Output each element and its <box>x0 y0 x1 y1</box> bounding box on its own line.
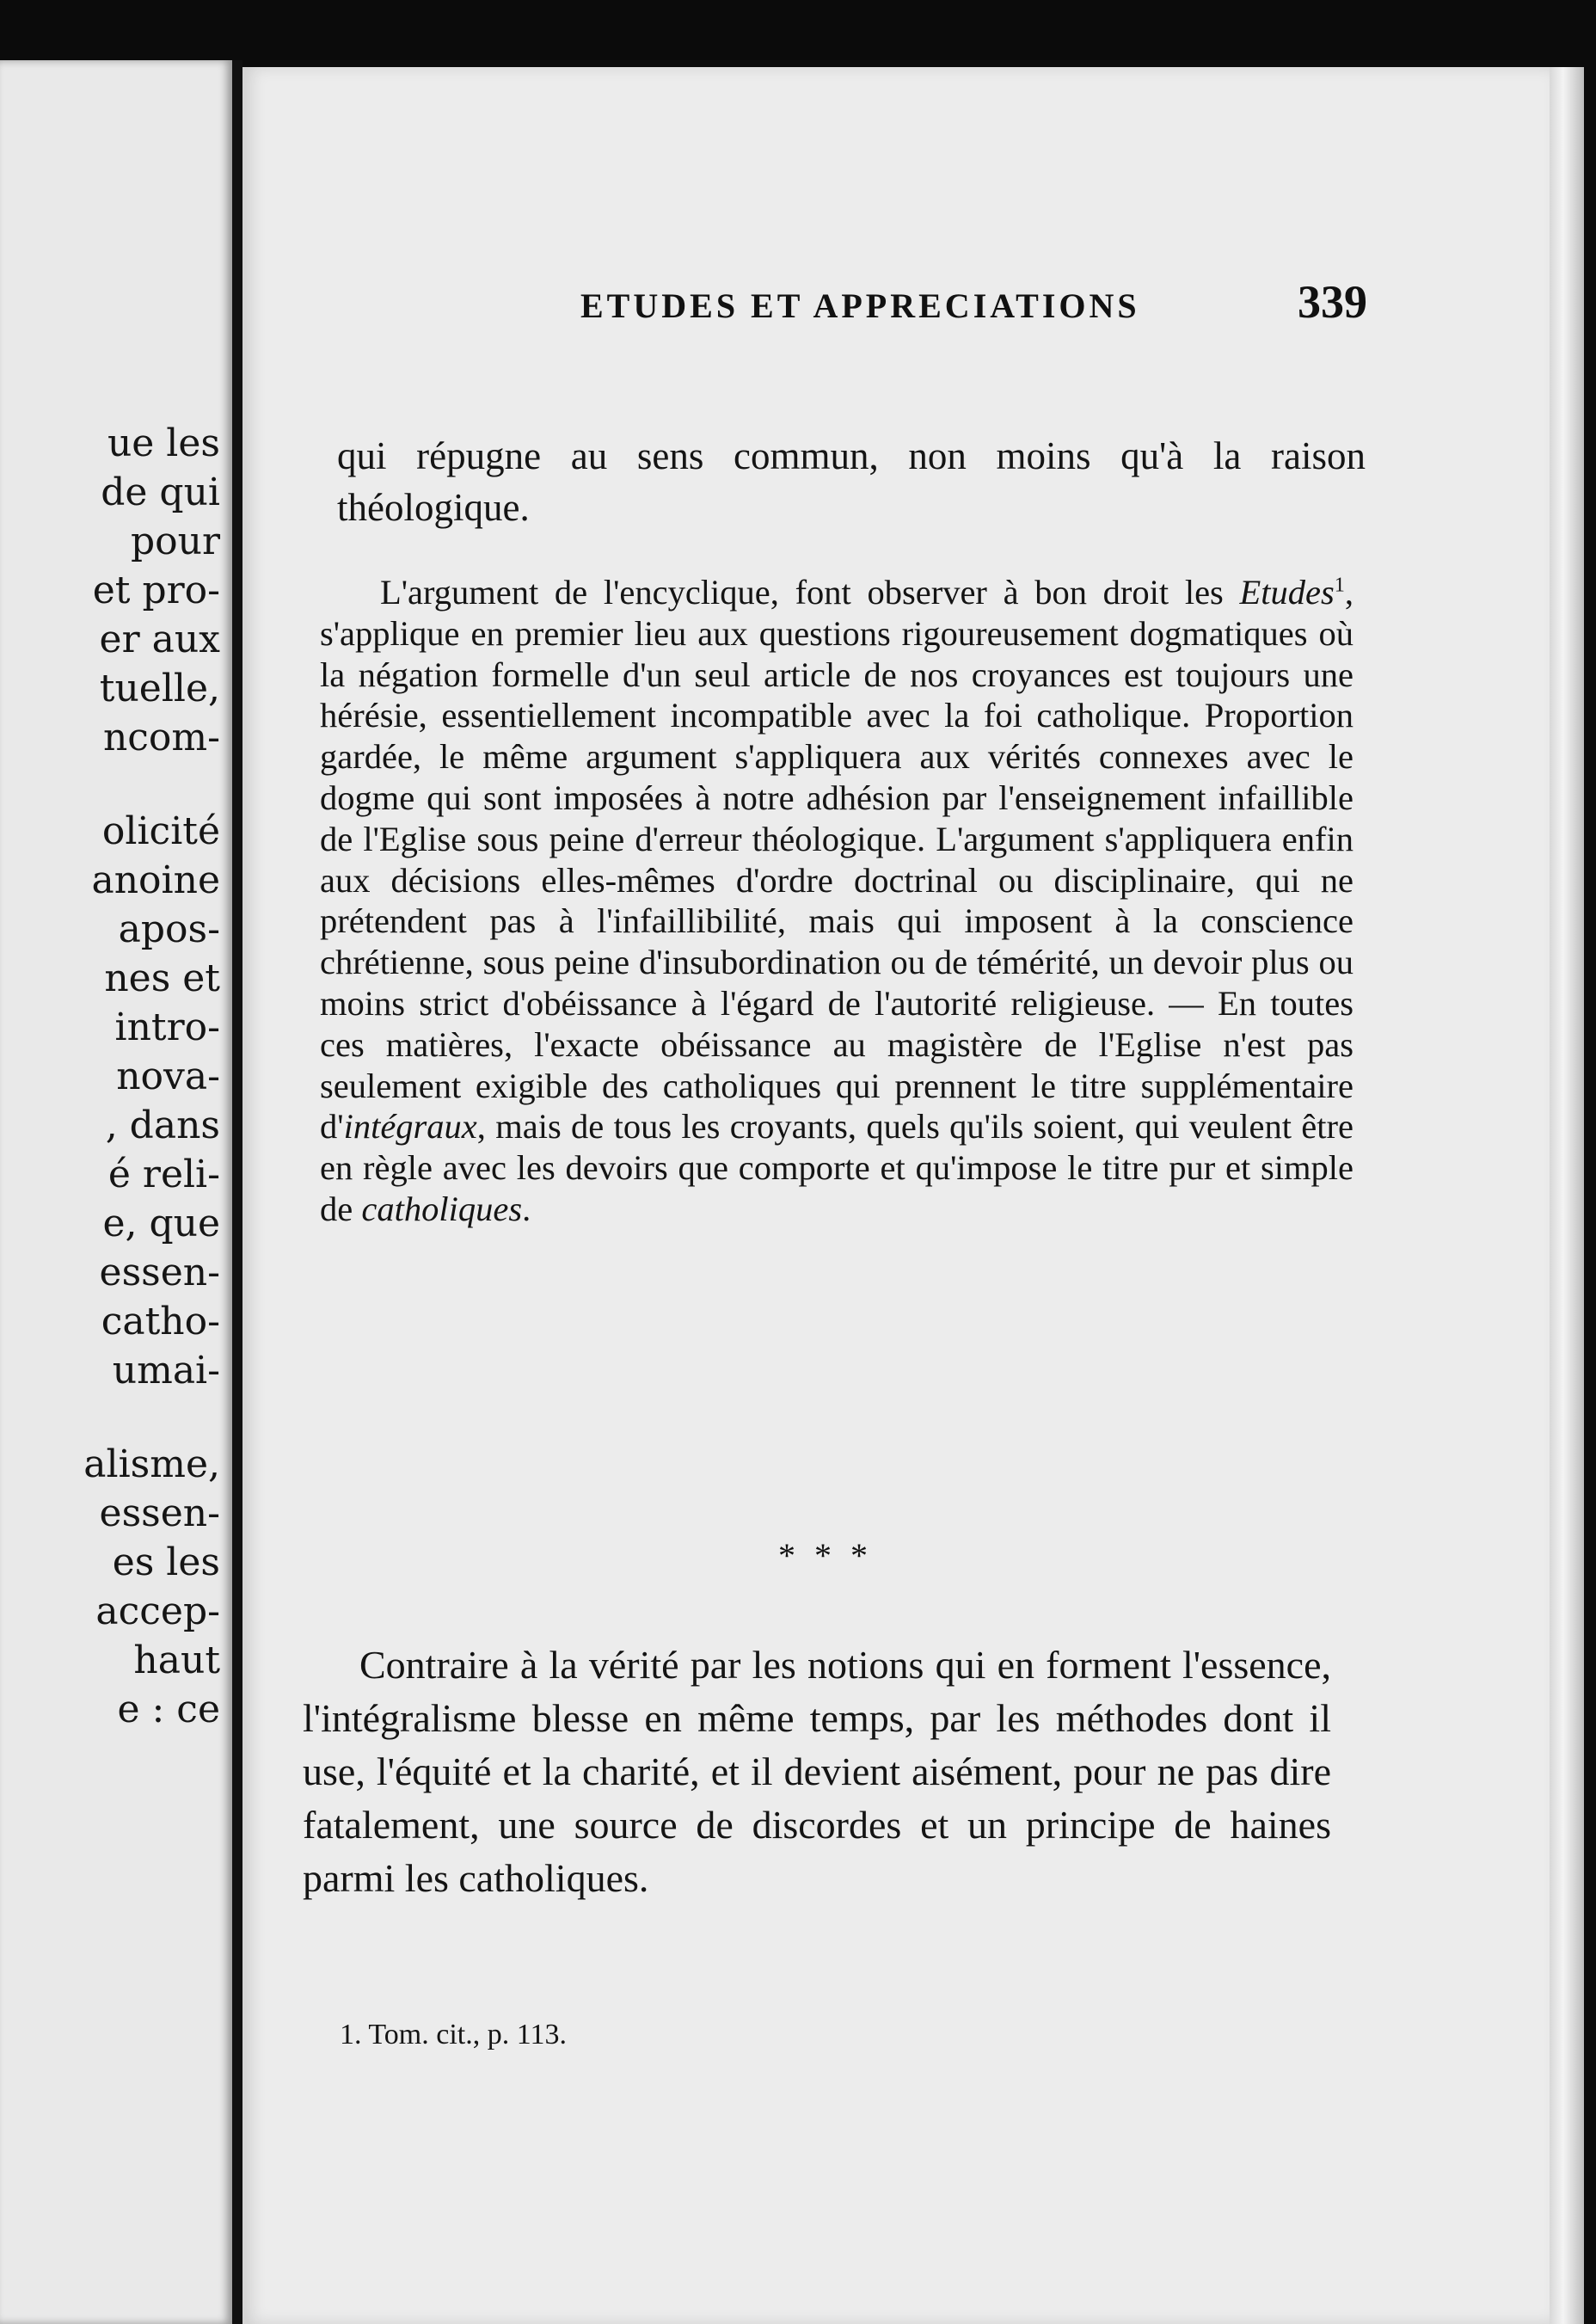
left-page-line: de qui <box>101 470 220 514</box>
paragraph-text <box>320 572 1354 1230</box>
left-page-line: nes et <box>104 956 220 1000</box>
paragraph-text: Contraire à la vérité par les notions qui en forment l'essence, l'intégralisme blesse en même temps, par les méthodes dont il use, l'équité et la charité, et il devient aisément, pour ne pas dire fatalement, une source de discordes et un principe de haines parmi les catholiques. <box>303 1643 1331 1900</box>
left-page-line: apos- <box>118 907 220 951</box>
paragraph-new-section <box>303 1638 1331 1905</box>
left-page-line: er aux <box>99 618 220 661</box>
paragraph-quotation <box>320 572 1354 1230</box>
etudes-italic: Etudes <box>1239 573 1335 612</box>
integraux-italic: intégraux <box>343 1107 477 1147</box>
left-page-line: es les <box>112 1540 220 1584</box>
left-page-line: e : ce <box>117 1688 220 1731</box>
left-page-line: intro- <box>114 1005 220 1049</box>
left-page-line: catho- <box>101 1300 220 1343</box>
left-page-line: nova- <box>116 1054 220 1098</box>
paragraph-continuation <box>337 430 1366 533</box>
footnote-text: 1. Tom. cit., p. 113. <box>340 2019 567 2050</box>
left-page-line: , dans <box>105 1104 220 1147</box>
left-page-line: olicité <box>101 809 220 853</box>
catholiques-italic: catholiques <box>361 1189 523 1228</box>
page-edge <box>1550 67 1584 2324</box>
left-page-line: ncom- <box>102 716 220 759</box>
footnote <box>340 2017 1114 2053</box>
section-separator: * * * <box>778 1536 873 1575</box>
footnote-reference: 1 <box>1334 573 1345 597</box>
paragraph-text: qui répugne au sens commun, non moins qu'à la raison théologique. <box>337 434 1366 529</box>
running-title: ETUDES ET APPRECIATIONS <box>580 286 1140 325</box>
text-run: . <box>522 1189 531 1228</box>
left-page-line: essen- <box>99 1491 220 1535</box>
left-page-line: anoine <box>91 858 220 902</box>
text-run: L'argument de l'encyclique, font observer à bon droit les <box>380 573 1240 612</box>
left-facing-page <box>0 60 232 2324</box>
page-number: 339 <box>1298 276 1367 328</box>
left-page-line: essen- <box>99 1251 220 1294</box>
left-page-line: e, que <box>102 1202 220 1245</box>
left-page-line: ue les <box>107 421 220 465</box>
left-page-line: umai- <box>112 1349 220 1393</box>
left-page-line: alisme, <box>83 1442 220 1486</box>
book-gutter <box>232 60 242 2324</box>
left-page-line: accep- <box>95 1589 220 1633</box>
text-run: , mais de tous les croyants, quels qu'ils soient, qui veulent être en règle avec les devoirs que comporte et qu'impose le titre pur et simple de <box>320 1107 1354 1228</box>
left-page-line: é reli- <box>107 1153 220 1196</box>
left-page-line: pour <box>130 520 220 563</box>
left-page-line: tuelle, <box>99 667 220 710</box>
left-page-line: haut <box>133 1638 220 1682</box>
text-run: , s'applique en premier lieu aux questions rigoureusement dogmatiques où la négation formelle d'un seul article de nos croyances est toujours une hérésie, essentiellement incompatible avec la foi catholique. Proportion gardée, le même argument s'appliquera aux vérités connexes avec le dogme qui sont imposées à notre adhésion par l'enseignement infaillible de l'Eglise sous peine d'erreur théologique. L'argument s'appliquera enfin aux décisions elles-mêmes d'ordre doctrinal ou disciplinaire, qui ne prétendent pas à l'infaillibilité, mais qui imposent à la conscience chrétienne, sous peine d'insubordination ou de témérité, un devoir plus ou moins strict d'obéissance à l'égard de l'autorité religieuse. — En toutes ces matières, l'exacte obéissance au magistère de l'Eglise n'est pas seulement exigible des catholiques qui prennent le titre supplémentaire d' <box>320 573 1354 1147</box>
left-page-line: et pro- <box>92 569 220 612</box>
running-head <box>335 275 1367 329</box>
